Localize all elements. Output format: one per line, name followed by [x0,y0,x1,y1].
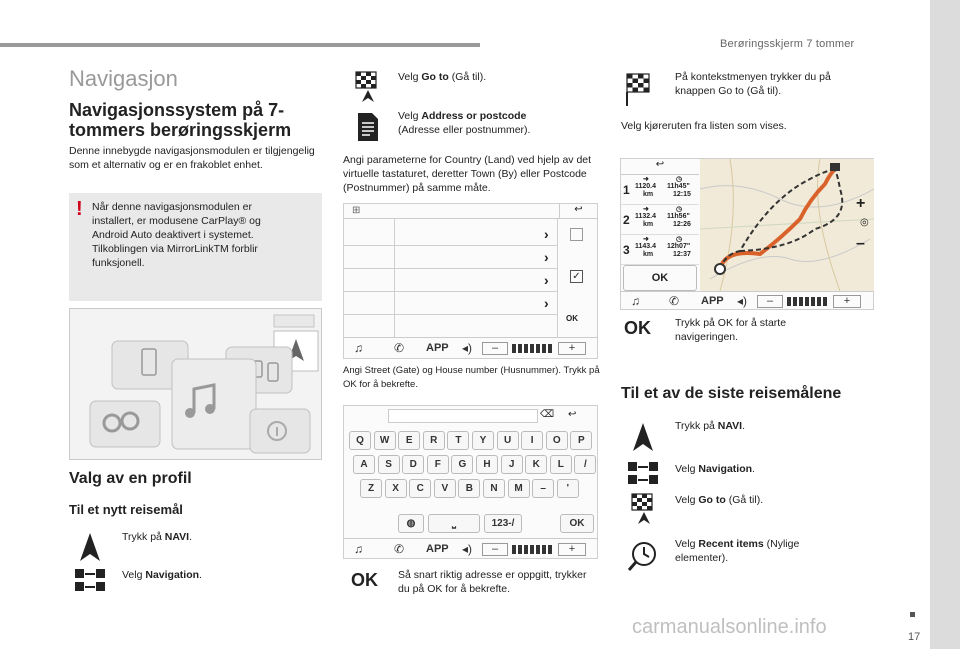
key-E[interactable]: E [398,431,420,450]
bottom-toolbar [344,337,597,358]
route-duration: 11h45" [667,183,690,190]
go-to-context-icon [624,72,652,113]
route-list [621,175,699,265]
zoom-in-icon[interactable]: + [856,195,866,212]
route-number: 1 [623,183,630,197]
field-arrow-3[interactable]: › [544,272,549,288]
ok-confirm-text: Så snart riktig adresse er oppgitt, trykker du på OK for å bekrefte. [398,569,587,595]
route-unit: km [643,221,654,228]
section-title: Navigasjon [69,66,178,91]
app-button[interactable]: APP [426,342,449,354]
address-icon [355,111,381,148]
new-destination-heading: Til et nytt reisemål [69,502,183,517]
volume-minus[interactable]: – [482,543,508,556]
key-Q[interactable]: Q [349,431,371,450]
map-grid-icon[interactable]: ⊞ [352,205,361,216]
route-arrival: 12:26 [673,221,691,228]
volume-minus[interactable]: – [482,342,508,355]
phone-icon[interactable]: ✆ [394,542,405,556]
volume-icon[interactable]: ◂) [462,542,473,556]
route-arrow-icon: ➜ [643,236,649,243]
start-nav-text: Trykk på OK for å starte navigeringen. [675,317,787,343]
recent-step3-text: Velg Go to (Gå til). [675,494,764,506]
music-icon[interactable]: ♫ [631,294,640,308]
key-G[interactable]: G [451,455,473,474]
ok-start-icon: OK [624,318,651,338]
key-F[interactable]: F [427,455,449,474]
key-L[interactable]: L [550,455,572,474]
volume-plus[interactable]: + [558,342,586,355]
key-–[interactable]: – [532,479,554,498]
params-text: Angi parameterne for Country (Land) ved hjelp av det virtuelle tastaturet, deretter Town (By) eller Postcode (Postnummer) på samme måte. [343,154,592,194]
route-arrow-icon: ➜ [643,176,649,183]
key-V[interactable]: V [434,479,456,498]
bottom-toolbar [621,291,873,310]
route-number: 3 [623,243,630,257]
field-arrow-4[interactable]: › [544,295,549,311]
go-to-text: Velg Go to (Gå til). [398,71,487,83]
watermark: carmanualsonline.info [632,616,827,638]
space-key[interactable]: ⎵ [428,514,480,533]
music-icon[interactable]: ♫ [354,542,363,556]
recent-step2-text: Velg Navigation. [675,463,755,475]
page-number: 17 [908,631,921,643]
key-T[interactable]: T [447,431,469,450]
key-O[interactable]: O [546,431,568,450]
volume-level [512,344,552,353]
intro-text: Denne innebygde navigasjonsmodulen er tilgjengelig som et alternativ og er en frakoblet enhet. [69,145,315,171]
key-/[interactable]: / [574,455,596,474]
route-clock-icon: ◷ [676,206,683,213]
ok-icon: OK [351,570,378,590]
volume-icon[interactable]: ◂) [737,294,748,308]
address-input[interactable] [388,409,538,423]
go-to-icon [354,70,380,109]
route-ok-button[interactable]: OK [623,265,697,291]
key-Y[interactable]: Y [472,431,494,450]
route-duration: 11h56" [667,213,690,220]
end-marker [910,612,915,617]
key-N[interactable]: N [483,479,505,498]
recent-step1-text: Trykk på NAVI. [675,420,746,432]
music-icon[interactable]: ♫ [354,341,363,355]
key-X[interactable]: X [385,479,407,498]
route-unit: km [643,191,654,198]
mode-key[interactable]: 123-/ [484,514,522,533]
back-icon[interactable]: ↩ [559,204,597,218]
key-I[interactable]: I [521,431,543,450]
zoom-out-icon[interactable]: – [856,235,865,252]
backspace-icon[interactable]: ⌫ [540,409,555,420]
globe-key[interactable]: ◍ [398,514,424,533]
ok-key[interactable]: OK [560,514,594,533]
key-K[interactable]: K [525,455,547,474]
route-arrival: 12:15 [673,191,691,198]
route-option[interactable] [621,205,699,235]
key-S[interactable]: S [378,455,400,474]
profile-heading: Valg av en profil [69,470,192,487]
key-D[interactable]: D [402,455,424,474]
page-edge-tab [930,0,960,649]
route-option[interactable] [621,235,699,265]
recent-heading: Til et av de siste reisemålene [621,385,842,402]
navigation-icon [74,568,106,599]
context-menu-text: På kontekstmenyen trykker du på knappen Go to (Gå til). [675,71,831,97]
key-P[interactable]: P [570,431,592,450]
recent-items-icon [626,540,658,577]
phone-icon[interactable]: ✆ [394,341,405,355]
volume-minus[interactable]: – [757,295,783,308]
step-navi-text: Trykk på NAVI. [122,531,193,543]
address-text: Velg Address or postcode (Adresse eller postnummer). [398,110,531,136]
key-'[interactable]: ' [557,479,579,498]
key-U[interactable]: U [497,431,519,450]
key-R[interactable]: R [423,431,445,450]
warning-text: Når denne navigasjonsmodulen er installert, er modusene CarPlay® og Android Auto deaktivert i systemet. Tilkoblingen via MirrorLinkTM forblir funksjonell. [92,201,261,269]
back-icon[interactable]: ↩ [621,159,699,175]
position-icon[interactable]: ◎ [860,217,869,228]
checkbox-checked[interactable]: ✓ [570,270,583,283]
warning-icon: ! [76,198,83,220]
navi-icon [631,421,655,458]
route-clock-icon: ◷ [676,236,683,243]
field-arrow-1[interactable]: › [544,226,549,242]
key-H[interactable]: H [476,455,498,474]
header-rule [0,43,480,47]
route-duration: 12h07" [667,243,691,250]
address-entry-screen [343,203,598,359]
keyboard-screen [343,405,598,559]
app-button[interactable]: APP [701,295,724,307]
main-heading: Navigasjonssystem på 7-tommers berøringsskjerm [69,100,292,140]
route-unit: km [643,251,654,258]
checkbox-empty[interactable] [570,228,583,241]
go-to-icon [630,492,656,531]
volume-plus[interactable]: + [833,295,861,308]
key-A[interactable]: A [353,455,375,474]
home-screen-image [69,308,322,460]
chapter-header: Berøringsskjerm 7 tommer [720,38,855,50]
route-distance: 1120.4 [635,183,657,190]
route-distance: 1143.4 [635,243,657,250]
route-distance: 1132.4 [635,213,657,220]
choose-route-text: Velg kjøreruten fra listen som vises. [621,120,787,132]
street-caption: Angi Street (Gate) og House number (Husnummer). Trykk på OK for å bekrefte. [343,365,600,390]
route-screen [620,158,874,310]
volume-level [787,297,827,306]
key-J[interactable]: J [501,455,523,474]
ok-key[interactable]: OK [566,314,578,323]
volume-level [512,545,552,554]
route-option[interactable] [621,175,699,205]
volume-icon[interactable]: ◂) [462,341,473,355]
volume-plus[interactable]: + [558,543,586,556]
navigation-icon [627,461,659,492]
key-W[interactable]: W [374,431,396,450]
bottom-toolbar [344,538,597,559]
recent-step4-text: Velg Recent items (Nylige elementer). [675,538,800,564]
route-number: 2 [623,213,630,227]
app-button[interactable]: APP [426,543,449,555]
back-icon[interactable]: ↩ [568,409,577,420]
key-B[interactable]: B [458,479,480,498]
field-arrow-2[interactable]: › [544,249,549,265]
phone-icon[interactable]: ✆ [669,294,680,308]
key-C[interactable]: C [409,479,431,498]
navi-icon [78,531,102,568]
key-M[interactable]: M [508,479,530,498]
keyboard [344,428,597,538]
route-map[interactable] [700,159,874,291]
step-navigation-text: Velg Navigation. [122,569,202,581]
key-Z[interactable]: Z [360,479,382,498]
route-arrow-icon: ➜ [643,206,649,213]
route-arrival: 12:37 [673,251,691,258]
route-clock-icon: ◷ [676,176,683,183]
